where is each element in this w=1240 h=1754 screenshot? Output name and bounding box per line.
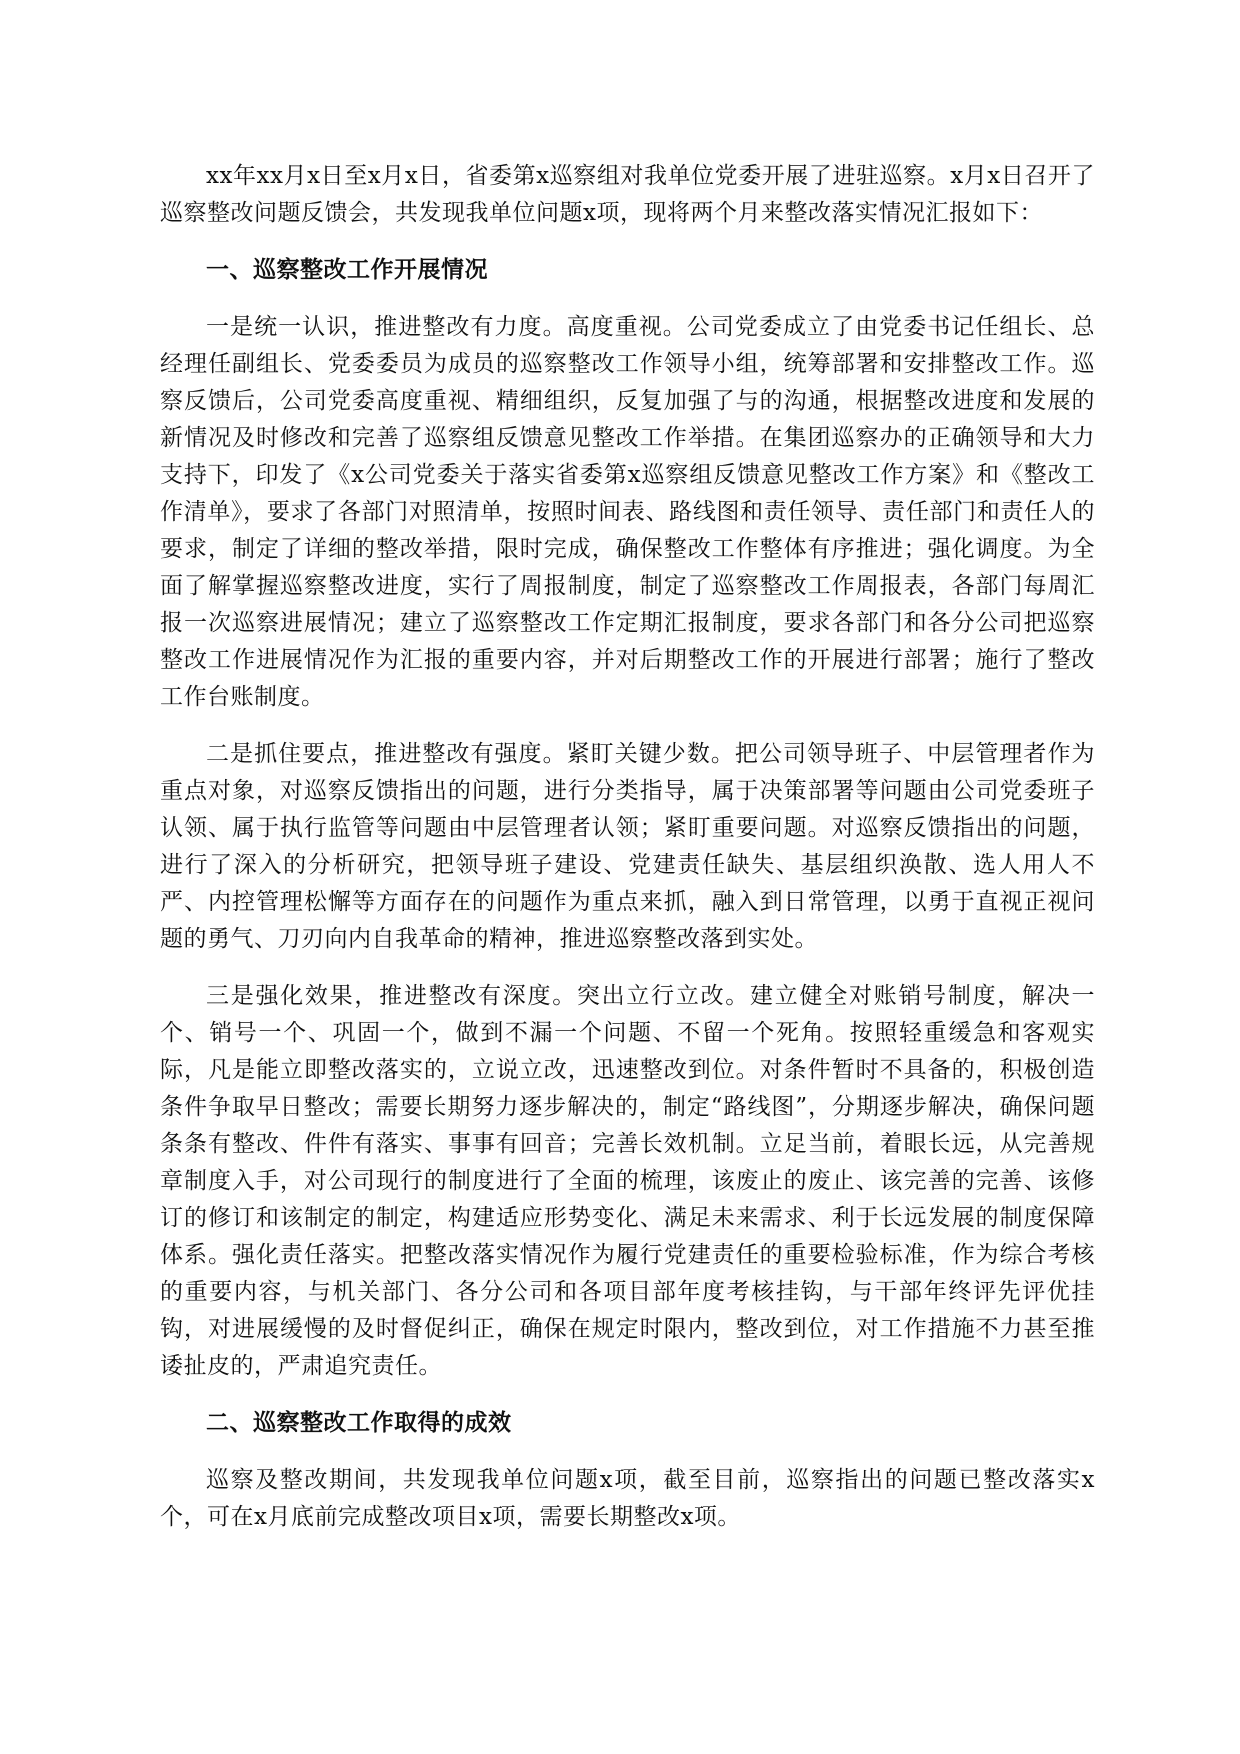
intro-paragraph: xx年xx月x日至x月x日，省委第x巡察组对我单位党委开展了进驻巡察。x月x日召开了巡察整改问题反馈会，共发现我单位问题x项，现将两个月来整改落实情况汇报如下： <box>160 163 1095 226</box>
section-1-paragraph-2: 二是抓住要点，推进整改有强度。紧盯关键少数。把公司领导班子、中层管理者作为重点对象，对巡察反馈指出的问题，进行分类指导，属于决策部署等问题由公司党委班子认领、属于执行监管等问题由中层管理者认领；紧盯重要问题。对巡察反馈指出的问题，进行了深入的分析研究，把领导班子建设、党建责任缺失、基层组织涣散、选人用人不严、内控管理松懈等方面存在的问题作为重点来抓，融入到日常管理，以勇于直视正视问题的勇气、刀刃向内自我革命的精神，推进巡察整改落到实处。 <box>160 741 1095 952</box>
section-1-heading: 一、巡察整改工作开展情况 <box>206 257 488 283</box>
section-2-paragraph-1: 巡察及整改期间，共发现我单位问题x项，截至目前，巡察指出的问题已整改落实x个，可在x月底前完成整改项目x项，需要长期整改x项。 <box>160 1467 1095 1530</box>
document-body <box>160 158 1095 1556</box>
section-2-heading: 二、巡察整改工作取得的成效 <box>206 1410 512 1436</box>
section-1-paragraph-3: 三是强化效果，推进整改有深度。突出立行立改。建立健全对账销号制度，解决一个、销号一个、巩固一个，做到不漏一个问题、不留一个死角。按照轻重缓急和客观实际，凡是能立即整改落实的，立说立改，迅速整改到位。对条件暂时不具备的，积极创造条件争取早日整改；需要长期努力逐步解决的，制定“路线图”，分期逐步解决，确保问题条条有整改、件件有落实、事事有回音；完善长效机制。立足当前，着眼长远，从完善规章制度入手，对公司现行的制度进行了全面的梳理，该废止的废止、该完善的完善、该修订的修订和该制定的制定，构建适应形势变化、满足未来需求、利于长远发展的制度保障体系。强化责任落实。把整改落实情况作为履行党建责任的重要检验标准，作为综合考核的重要内容，与机关部门、各分公司和各项目部年度考核挂钩，与干部年终评先评优挂钩，对进展缓慢的及时督促纠正，确保在规定时限内，整改到位，对工作措施不力甚至推诿扯皮的，严肃追究责任。 <box>160 983 1095 1379</box>
section-1-paragraph-1: 一是统一认识，推进整改有力度。高度重视。公司党委成立了由党委书记任组长、总经理任副组长、党委委员为成员的巡察整改工作领导小组，统筹部署和安排整改工作。巡察反馈后，公司党委高度重视、精细组织，反复加强了与的沟通，根据整改进度和发展的新情况及时修改和完善了巡察组反馈意见整改工作举措。在集团巡察办的正确领导和大力支持下，印发了《x公司党委关于落实省委第x巡察组反馈意见整改工作方案》和《整改工作清单》，要求了各部门对照清单，按照时间表、路线图和责任领导、责任部门和责任人的要求，制定了详细的整改举措，限时完成，确保整改工作整体有序推进；强化调度。为全面了解掌握巡察整改进度，实行了周报制度，制定了巡察整改工作周报表，各部门每周汇报一次巡察进展情况；建立了巡察整改工作定期汇报制度，要求各部门和各分公司把巡察整改工作进展情况作为汇报的重要内容，并对后期整改工作的开展进行部署；施行了整改工作台账制度。 <box>160 314 1095 710</box>
